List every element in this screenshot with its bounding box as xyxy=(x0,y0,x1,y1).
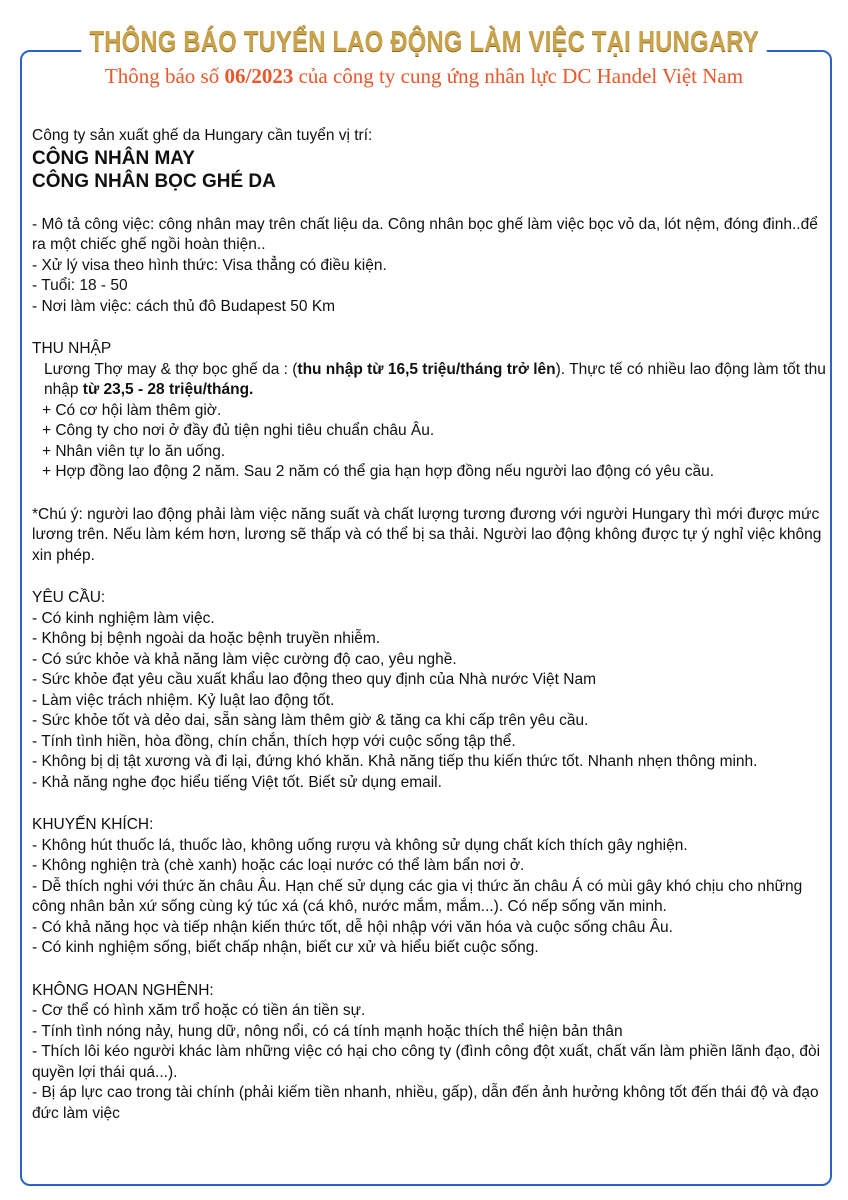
notice-number: 06/2023 xyxy=(224,64,294,88)
subtitle xyxy=(0,64,848,89)
title-wrap xyxy=(0,26,848,59)
requirement-item: - Làm việc trách nhiệm. Kỷ luật lao động tốt. xyxy=(32,691,335,709)
income-top: từ 23,5 - 28 triệu/tháng. xyxy=(82,381,254,398)
benefit-item: + Có cơ hội làm thêm giờ. xyxy=(42,401,222,419)
encouraged-item: - Không hút thuốc lá, thuốc lào, không uống rượu và không sử dụng chất kích thích gây nghiện. xyxy=(32,836,688,854)
encouraged-item: - Có kinh nghiệm sống, biết chấp nhận, biết cư xử và hiểu biết cuộc sống. xyxy=(32,939,539,956)
unwelcome-item: - Cơ thể có hình xăm trổ hoặc có tiền án tiền sự. xyxy=(32,1002,366,1019)
spacer xyxy=(32,483,828,505)
income-text-c: ). Thực tế có nhiều lao động làm tốt thu nhập xyxy=(44,360,826,398)
description-item: - Tuổi: 18 - 50 xyxy=(32,277,128,294)
position-1: CÔNG NHÂN MAY xyxy=(32,147,195,169)
announcement-body xyxy=(32,126,828,1124)
subtitle-suffix: của công ty cung ứng nhân lực DC Handel Việt Nam xyxy=(293,64,744,88)
income-base: thu nhập từ 16,5 triệu/tháng trở lên xyxy=(297,360,556,378)
spacer xyxy=(32,193,828,215)
requirement-item: - Khả năng nghe đọc hiểu tiếng Việt tốt. Biết sử dụng email. xyxy=(32,773,442,791)
description-item: - Mô tả công việc: công nhân may trên chất liệu da. Công nhân bọc ghế làm việc bọc vỏ da, lót nệm, đóng đinh..để ra một chiếc ghế ngồi hoàn thiện.. xyxy=(32,215,818,253)
description-item: - Xử lý visa theo hình thức: Visa thẳng có điều kiện. xyxy=(32,256,387,274)
unwelcome-item: - Bị áp lực cao trong tài chính (phải kiếm tiền nhanh, nhiều, gấp), dẫn đến ảnh hưởng không tốt đến thái độ và đạo đức làm việc xyxy=(32,1084,819,1122)
encouraged-item: - Không nghiện trà (chè xanh) hoặc các loại nước có thể làm bẩn nơi ở. xyxy=(32,857,525,874)
requirements-heading: YÊU CẦU: xyxy=(32,589,106,606)
description-item: - Nơi làm việc: cách thủ đô Budapest 50 Km xyxy=(32,297,336,315)
subtitle-prefix: Thông báo số xyxy=(104,64,225,88)
unwelcome-item: - Tính tình nóng nảy, hung dữ, nông nổi, có cá tính mạnh hoặc thích thể hiện bản thân xyxy=(32,1022,623,1040)
benefit-item: + Công ty cho nơi ở đầy đủ tiện nghi tiêu chuẩn châu Âu. xyxy=(42,422,435,439)
requirement-item: - Không bị bệnh ngoài da hoặc bệnh truyền nhiễm. xyxy=(32,630,381,647)
position-2: CÔNG NHÂN BỌC GHÉ DA xyxy=(32,170,276,192)
unwelcome-item: - Thích lôi kéo người khác làm những việc có hại cho công ty (đình công đột xuất, chất vấn làm phiền lãnh đạo, đòi quyền lợi thái quá...). xyxy=(32,1043,821,1081)
spacer xyxy=(32,317,828,339)
encouraged-item: - Có khả năng học và tiếp nhận kiến thức tốt, dễ hội nhập với văn hóa và cuộc sống châu Âu. xyxy=(32,918,673,936)
benefit-item: + Hợp đồng lao động 2 năm. Sau 2 năm có thể gia hạn hợp đồng nếu người lao động có yêu cầu. xyxy=(42,463,715,480)
intro-text: Công ty sản xuất ghế da Hungary cần tuyển vị trí: xyxy=(32,127,373,144)
income-heading: THU NHẬP xyxy=(32,340,112,357)
spacer xyxy=(32,959,828,981)
income-text-a: Lương Thợ may & thợ bọc ghế da : ( xyxy=(44,360,298,378)
spacer xyxy=(32,793,828,815)
requirement-item: - Có kinh nghiệm làm việc. xyxy=(32,609,215,627)
note-text: *Chú ý: người lao động phải làm việc năng suất và chất lượng tương đương với người Hungary thì mới được mức lương trên. Nếu làm kém hơn, lương sẽ thấp và có thể bị sa thải. Người lao động không được tự ý nghỉ việc không xin phép. xyxy=(32,505,822,564)
encouraged-heading: KHUYẾN KHÍCH: xyxy=(32,816,154,833)
requirement-item: - Tính tình hiền, hòa đồng, chín chắn, thích hợp với cuộc sống tập thể. xyxy=(32,732,516,750)
requirement-item: - Sức khỏe đạt yêu cầu xuất khẩu lao động theo quy định của Nhà nước Việt Nam xyxy=(32,671,597,688)
requirement-item: - Sức khỏe tốt và dẻo dai, sẵn sàng làm thêm giờ & tăng ca khi cấp trên yêu cầu. xyxy=(32,712,589,729)
spacer xyxy=(32,566,828,588)
requirement-item: - Không bị dị tật xương và đi lại, đứng khó khăn. Khả năng tiếp thu kiến thức tốt. Nhanh nhẹn thông minh. xyxy=(32,753,758,770)
income-text xyxy=(32,360,828,401)
encouraged-item: - Dễ thích nghi với thức ăn châu Âu. Hạn chế sử dụng các gia vị thức ăn châu Á có mùi gây khó chịu cho những công nhân bản xứ sống cùng ký túc xá (cá khô, nước mắm, mắm...). Có nếp sống văn minh. xyxy=(32,877,803,915)
benefit-item: + Nhân viên tự lo ăn uống. xyxy=(42,442,226,460)
requirement-item: - Có sức khỏe và khả năng làm việc cường độ cao, yêu nghề. xyxy=(32,650,457,668)
page-title: THÔNG BÁO TUYỂN LAO ĐỘNG LÀM VIỆC TẠI HUNGARY xyxy=(81,26,767,59)
unwelcome-heading: KHÔNG HOAN NGHÊNH: xyxy=(32,981,214,999)
